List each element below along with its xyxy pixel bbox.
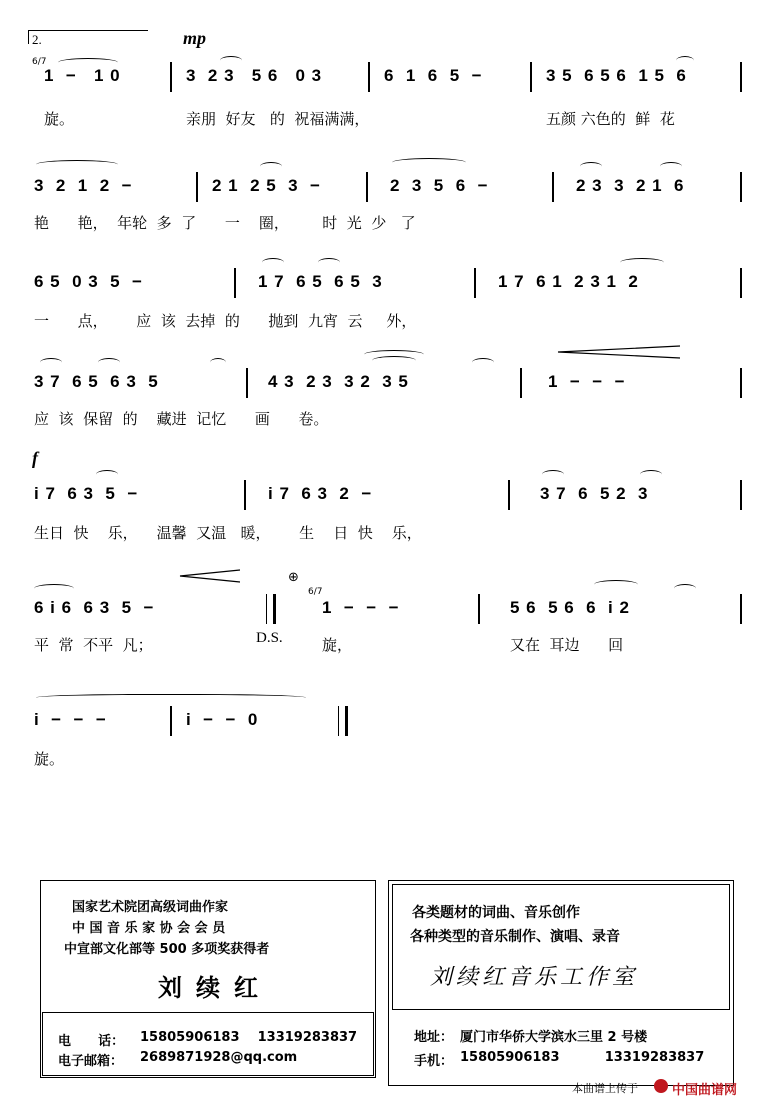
address-value: 厦门市华侨大学滨水三里 2 号楼 xyxy=(460,1030,648,1045)
barline xyxy=(170,706,172,736)
notes-measure-15: i 7 6 3 5 − xyxy=(34,484,139,503)
barline xyxy=(740,480,742,510)
tie-arc xyxy=(594,580,638,589)
crescendo-hairpin xyxy=(556,344,682,360)
notes-measure-13: 4 3 2 3 3 2 3 5 xyxy=(268,372,409,391)
notes-measure-3: 6 1 6 5 − xyxy=(384,66,483,85)
lyric-row-6a: 平 常 不平 凡； xyxy=(34,636,153,654)
composer-name: 刘续红 xyxy=(158,973,272,1002)
mobile-label: 手机： xyxy=(414,1054,454,1069)
tie-arc xyxy=(640,470,662,479)
notes-measure-17: 3 7 6 5 2 3 xyxy=(540,484,649,503)
tie-arc xyxy=(210,358,226,367)
tie-arc xyxy=(580,162,602,171)
tie-arc xyxy=(372,356,416,365)
volta-label: 2. xyxy=(32,32,42,47)
notes-measure-16: i 7 6 3 2 − xyxy=(268,484,373,503)
lyric-row-1b: 亲朋 好友 的 祝福满满， xyxy=(186,110,370,128)
key-mark-second: 6/7 xyxy=(308,587,323,597)
notes-measure-4: 3 5 6 5 6 1 5 6 xyxy=(546,66,687,85)
barline xyxy=(474,268,476,298)
barline xyxy=(246,368,248,398)
studio-line-2: 各种类型的音乐制作、演唱、录音 xyxy=(410,929,620,945)
notes-measure-7: 2 3 5 6 − xyxy=(390,176,489,195)
notes-measure-1: 1 − 1 0 xyxy=(44,66,121,85)
tie-arc xyxy=(676,56,694,65)
notes-measure-10: 1 7 6 5 6 5 3 xyxy=(258,272,383,291)
notes-measure-8: 2 3 3 2 1 6 xyxy=(576,176,685,195)
barline xyxy=(508,480,510,510)
studio-name: 刘续红音乐工作室 xyxy=(430,965,639,990)
tie-arc xyxy=(660,162,682,171)
site-logo-icon xyxy=(654,1079,668,1093)
lyric-row-6b: 旋， xyxy=(322,636,353,654)
barline xyxy=(740,172,742,202)
email-value: 2689871928@qq.com xyxy=(140,1050,298,1065)
barline xyxy=(740,62,742,92)
barline xyxy=(530,62,532,92)
ds-marker: D.S. xyxy=(256,630,283,646)
tie-arc xyxy=(262,258,284,267)
tie-arc xyxy=(58,58,118,67)
lyric-row-1a: 旋。 xyxy=(44,110,75,128)
barline xyxy=(552,172,554,202)
barline xyxy=(740,268,742,298)
notes-measure-6: 2 1 2 5 3 − xyxy=(212,176,321,195)
lyric-row-6c: 又在 耳边 回 xyxy=(510,636,624,654)
tie-arc xyxy=(96,470,118,479)
mobile-value: 15805906183 13319283837 xyxy=(460,1050,705,1065)
barline xyxy=(740,594,742,624)
key-mark-first: 6/7 xyxy=(32,57,47,67)
tie-arc xyxy=(220,56,242,65)
notes-measure-22: i − − 0 xyxy=(186,710,259,729)
decrescendo-hairpin xyxy=(178,568,242,584)
lyric-row-3: 一 点， 应 该 去掉 的 抛到 九宵 云 外， xyxy=(34,312,417,330)
barline xyxy=(234,268,236,298)
tie-arc xyxy=(36,694,306,703)
phone-value: 15805906183 13319283837 xyxy=(140,1030,358,1045)
barline xyxy=(366,172,368,202)
notes-measure-12: 3 7 6 5 6 3 5 xyxy=(34,372,159,391)
tie-arc xyxy=(542,470,564,479)
composer-title-1: 国家艺术院团高级词曲作家 xyxy=(72,900,229,915)
notes-measure-19: 1 − − − xyxy=(322,598,400,617)
barline xyxy=(520,368,522,398)
tie-arc xyxy=(392,158,466,167)
dynamic-mp: mp xyxy=(183,28,207,48)
lyric-row-2: 艳 艳， 年轮 多 了 一 圈， 时 光 少 了 xyxy=(34,214,416,232)
barline xyxy=(170,62,172,92)
address-label: 地址： xyxy=(414,1030,454,1045)
volta-tick xyxy=(28,30,29,44)
notes-measure-11: 1 7 6 1 2 3 1 2 xyxy=(498,272,639,291)
segno-icon: ⊕ xyxy=(288,570,299,585)
tie-arc xyxy=(36,160,118,169)
site-link[interactable]: 中国曲谱网 xyxy=(672,1083,738,1098)
final-barline xyxy=(338,706,348,736)
tie-arc xyxy=(674,584,696,593)
barline xyxy=(478,594,480,624)
uploaded-label: 本曲谱上传于 xyxy=(572,1082,638,1095)
tie-arc xyxy=(260,162,282,171)
tie-arc xyxy=(472,358,494,367)
notes-measure-14: 1 − − − xyxy=(548,372,626,391)
email-label: 电子邮箱： xyxy=(58,1054,124,1069)
notes-measure-2: 3 2 3 5 6 0 3 xyxy=(186,66,323,85)
notes-measure-9: 6 5 0 3 5 − xyxy=(34,272,143,291)
notes-measure-18: 6 i 6 6 3 5 − xyxy=(34,598,155,617)
volta-bracket xyxy=(28,30,148,31)
composer-title-2: 中 国 音 乐 家 协 会 会 员 xyxy=(72,921,226,936)
double-barline xyxy=(266,594,276,624)
tie-arc xyxy=(40,358,62,367)
composer-title-3: 中宣部文化部等 500 多项奖获得者 xyxy=(64,942,270,957)
barline xyxy=(196,172,198,202)
lyric-row-7: 旋。 xyxy=(34,750,65,768)
studio-line-1: 各类题材的词曲、音乐创作 xyxy=(412,905,580,921)
notes-measure-21: i − − − xyxy=(34,710,107,729)
barline xyxy=(740,368,742,398)
tie-arc xyxy=(98,358,120,367)
tie-arc xyxy=(34,584,74,593)
tie-arc xyxy=(620,258,664,267)
barline xyxy=(244,480,246,510)
tie-arc xyxy=(318,258,340,267)
notes-measure-20: 5 6 5 6 6 i 2 xyxy=(510,598,630,617)
lyric-row-1c: 五颜 六色的 鲜 花 xyxy=(546,110,675,128)
notes-measure-5: 3 2 1 2 − xyxy=(34,176,133,195)
lyric-row-4: 应 该 保留 的 藏进 记忆 画 卷。 xyxy=(34,410,329,428)
barline xyxy=(368,62,370,92)
lyric-row-5: 生日 快 乐， 温馨 又温 暖， 生 日 快 乐， xyxy=(34,524,422,542)
phone-label: 电 话： xyxy=(58,1034,125,1049)
dynamic-f: f xyxy=(32,448,38,468)
